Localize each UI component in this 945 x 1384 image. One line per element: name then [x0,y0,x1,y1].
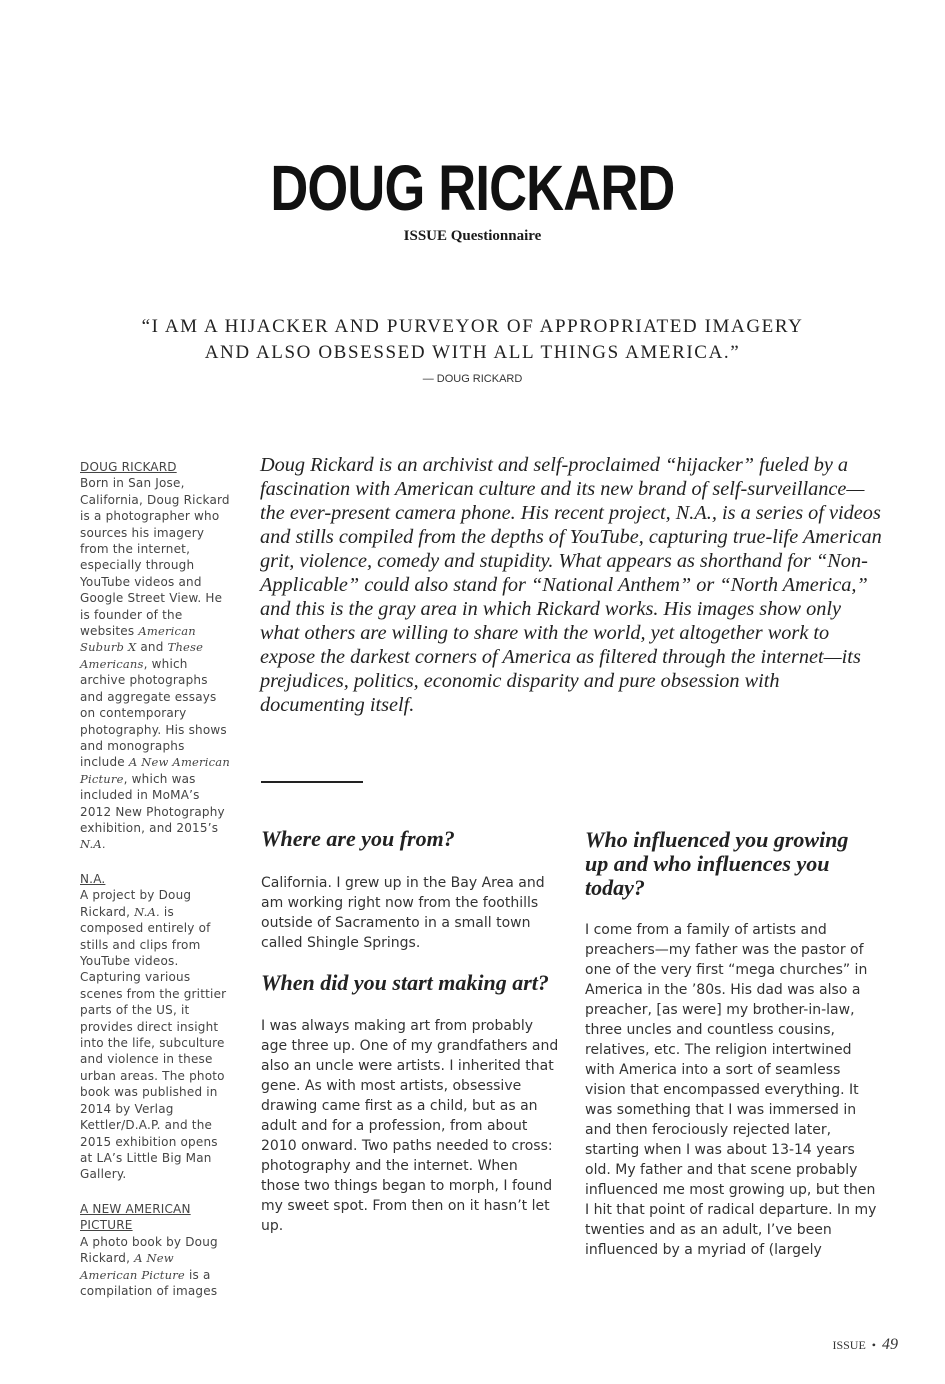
page-number: 49 [882,1336,898,1353]
sidebar-na-text: A project by Doug Rickard, N.A. is composed entirely of stills and clips from YouTube videos. Capturing various scenes from the grittier parts of the US, it provides direct insight into the life, subculture and violence in these urban areas. The photo book was published in 2014 by Verlag Kettler/D.A.P. and the 2015 exhibition opens at LA’s Little Big Man Gallery. [80,888,227,1182]
answer-text: California. I grew up in the Bay Area and am working right now from the foothills outside of Sacramento in a small town called Shingle Springs. [261,875,545,951]
question-heading: Who influenced you growing up and who influences you today? [585,827,849,900]
page-footer [832,1336,898,1354]
page-subtitle: ISSUE Questionnaire [403,228,542,244]
pull-quote-attribution: — DOUG RICKARD [422,373,523,385]
sidebar-anap-heading: A NEW AMERICAN PICTURE [80,1202,191,1233]
sidebar-anap-text: A photo book by Doug Rickard, A New American Picture is a compilation of images [80,1234,218,1299]
sidebar-na [80,871,230,1183]
section-divider [261,781,363,783]
page-title: DOUG RICKARD [270,152,675,224]
footer-separator: • [871,1338,876,1352]
intro-paragraph: Doug Rickard is an archivist and self-proclaimed “hijacker” fueled by a fascination with American culture and its new brand of self-surveillance—the ever-present camera phone. His recent project, N.A., is a series of videos and stills compiled from the depths of YouTube, capturing true-life American grit, violence, comedy and stupidity. What appears as shorthand for “Non-Applicable” could also stand for “National Anthem” or “North America,” and this is the gray area in which Rickard works. His images show only what others are willing to share with the world, yet altogether work to expose the darkest corners of America as filtered through the internet—its prejudices, politics, economic disparity and pure obsession with documenting itself. [260,454,882,716]
footer-magazine-name: ISSUE [832,1338,866,1352]
question-heading: Where are you from? [261,826,455,851]
sidebar-bio [80,459,230,853]
answer-text: I come from a family of artists and preachers—my father was the pastor of one of the very first “mega churches” in America in the ’80s. His dad was also a preacher, [as were] my brother-in-law, three uncles and countless cousins, relatives, etc. The religion intertwined with America into a sort of seamless vision that encompassed everything. It was something that I was immersed in and then ferociously rejected later, starting when I was about 13-14 years old. My father and that scene probably influenced me most growing up, but then I hit that point of radical departure. In my twenties and as an adult, I’ve been influenced by a myriad of (largely [585,922,877,1258]
pull-quote-line-1: “I AM A HIJACKER AND PURVEYOR OF APPROPRIATED IMAGERY [141,316,804,337]
sidebar-bio-heading: DOUG RICKARD [80,460,177,474]
sidebar-anap [80,1201,230,1299]
sidebar-bio-text: Born in San Jose, California, Doug Rickard is a photographer who sources his imagery from the internet, especially through YouTube videos and Google Street View. He is founder of the websites American Suburb X and These Americans, which archive photographs and aggregate essays on contemporary photography. His shows and monographs include A New American Picture, which was included in MoMA’s 2012 New Photography exhibition, and 2015’s N.A. [80,476,230,852]
pull-quote-line-2: AND ALSO OBSESSED WITH ALL THINGS AMERICA.” [204,342,741,363]
answer-text: I was always making art from probably age three up. One of my grandfathers and also an uncle were artists. I inherited that gene. As with most artists, obsessive drawing came first as a child, but as an adult and for a profession, from about 2010 onward. Two paths needed to cross: photography and the internet. When those two things began to morph, I found my sweet spot. From then on it hasn’t let up. [261,1018,559,1234]
question-heading: When did you start making art? [261,970,549,995]
sidebar-na-heading: N.A. [80,872,106,886]
